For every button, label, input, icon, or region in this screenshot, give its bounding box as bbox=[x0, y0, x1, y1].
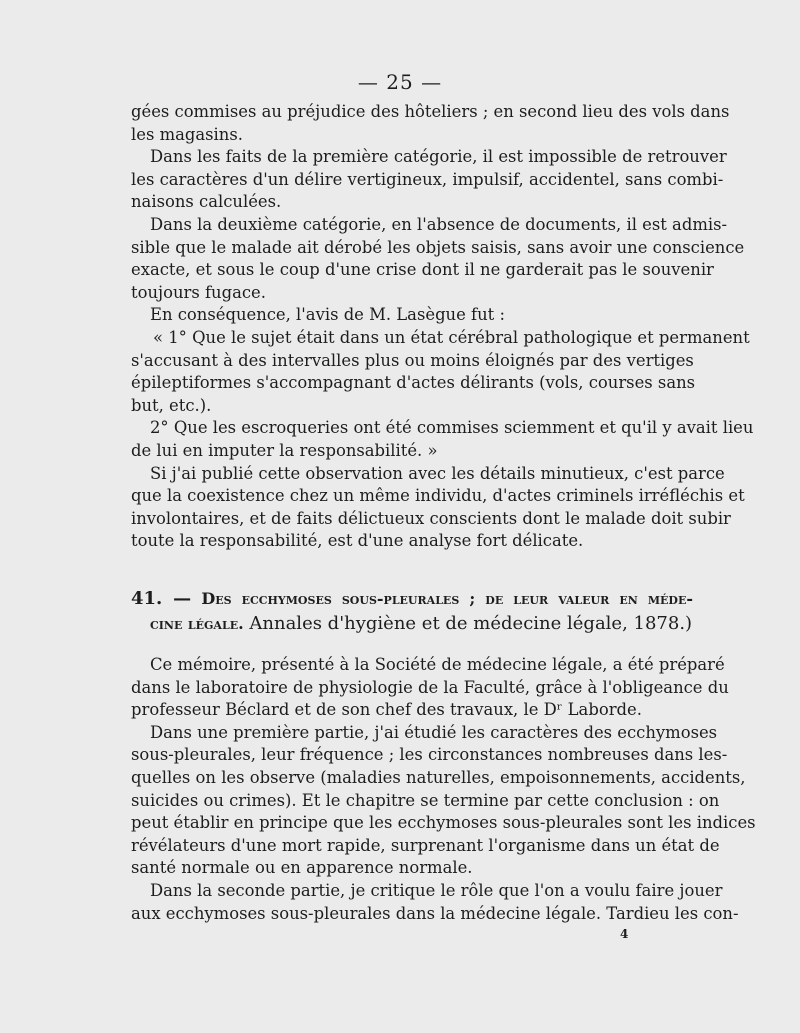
text-line: exacte, et sous le coup d'une crise dont il ne garderait pas le souvenir bbox=[131, 260, 714, 280]
text-line: involontaires, et de faits délictueux conscients dont le malade doit subir bbox=[131, 508, 731, 528]
section-heading bbox=[131, 586, 693, 636]
text-line: les caractères d'un délire vertigineux, impulsif, accidentel, sans combi- bbox=[131, 169, 724, 189]
section-title-cont: cine légale. bbox=[150, 614, 244, 633]
text-line: Si j'ai publié cette observation avec les détails minutieux, c'est parce bbox=[150, 463, 725, 483]
text-line: Ce mémoire, présenté à la Société de médecine légale, a été préparé bbox=[150, 655, 725, 674]
text-line: dans le laboratoire de physiologie de la Faculté, grâce à l'obligeance du bbox=[131, 677, 729, 697]
signature-mark: 4 bbox=[620, 927, 629, 941]
section-number: 41. — bbox=[131, 588, 192, 609]
quote-line: de lui en imputer la responsabilité. » bbox=[131, 440, 438, 460]
publication-reference: Annales d'hygiène et de médecine légale, 1878.) bbox=[249, 613, 693, 634]
quote-line: 2° Que les escroqueries ont été commises sciemment et qu'il y avait lieu bbox=[150, 418, 754, 438]
text-line: toujours fugace. bbox=[131, 282, 266, 302]
text-line: professeur Béclard et de son chef des travaux, le Dʳ Laborde. bbox=[131, 700, 642, 720]
text-line: En conséquence, l'avis de M. Lasègue fut : bbox=[150, 305, 505, 325]
text-line: Dans la deuxième catégorie, en l'absence de documents, il est admis- bbox=[150, 214, 728, 234]
page-number: — 25 — bbox=[357, 70, 443, 94]
text-line: Dans les faits de la première catégorie, il est impossible de retrouver bbox=[150, 147, 727, 167]
text-line: Dans la seconde partie, je critique le rôle que l'on a voulu faire jouer bbox=[150, 880, 723, 900]
text-line: gées commises au préjudice des hôteliers ; en second lieu des vols dans bbox=[131, 102, 730, 121]
quote-line: s'accusant à des intervalles plus ou moins éloignés par des vertiges bbox=[131, 350, 694, 370]
section-title: Des ecchymoses sous-pleurales ; de leur valeur en méde- bbox=[201, 589, 693, 608]
text-line: peut établir en principe que les ecchymoses sous-pleurales sont les indices bbox=[131, 813, 756, 833]
text-line: les magasins. bbox=[131, 124, 243, 144]
text-line: que la coexistence chez un même individu, d'actes criminels irréfléchis et bbox=[131, 486, 745, 506]
body-text-top bbox=[131, 101, 754, 553]
text-line: révélateurs d'une mort rapide, surprenant l'organisme dans un état de bbox=[131, 835, 720, 855]
quote-line: épileptiformes s'accompagnant d'actes délirants (vols, courses sans bbox=[131, 373, 696, 393]
quote-line: « 1° Que le sujet était dans un état cérébral pathologique et permanent bbox=[153, 327, 750, 347]
text-line: sous-pleurales, leur fréquence ; les circonstances nombreuses dans les- bbox=[131, 745, 728, 765]
text-line: sible que le malade ait dérobé les objets saisis, sans avoir une conscience bbox=[131, 237, 745, 257]
quote-line: but, etc.). bbox=[131, 395, 212, 415]
text-line: aux ecchymoses sous-pleurales dans la médecine légale. Tardieu les con- bbox=[131, 903, 739, 923]
text-line: naisons calculées. bbox=[131, 192, 282, 212]
body-text-bottom bbox=[131, 654, 756, 925]
text-line: toute la responsabilité, est d'une analyse fort délicate. bbox=[131, 531, 584, 551]
text-line: santé normale ou en apparence normale. bbox=[131, 858, 473, 878]
text-line: suicides ou crimes). Et le chapitre se termine par cette conclusion : on bbox=[131, 790, 720, 810]
text-line: quelles on les observe (maladies naturelles, empoisonnements, accidents, bbox=[131, 767, 746, 787]
text-line: Dans une première partie, j'ai étudié les caractères des ecchymoses bbox=[150, 722, 718, 742]
